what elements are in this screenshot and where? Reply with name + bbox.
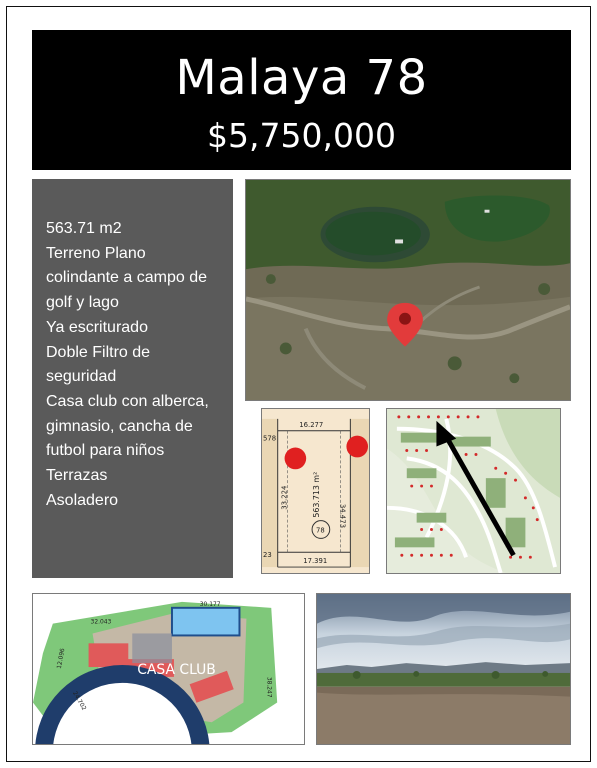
clubhouse-label: CASA CLUB xyxy=(137,661,216,678)
satellite-map-graphic xyxy=(246,180,570,400)
description-line: Ya escriturado xyxy=(46,318,148,336)
subdivision-map-image xyxy=(386,408,561,574)
listing-price: $5,750,000 xyxy=(207,116,396,155)
lot-plan-graphic xyxy=(262,409,369,573)
landscape-photo xyxy=(316,593,571,745)
lot-left-dim: 33.224 xyxy=(280,485,289,510)
description-line: futbol para niños xyxy=(46,442,165,460)
clubhouse-dim-left: 12.096 xyxy=(55,647,67,670)
description-line: Asoladero xyxy=(46,491,119,509)
clubhouse-dim-right: 38.247 xyxy=(265,676,273,698)
lot-area: 563.713 m² xyxy=(311,471,321,518)
clubhouse-plan-image xyxy=(32,593,305,745)
description-panel xyxy=(32,179,233,578)
clubhouse-dim-left2: 24.702 xyxy=(70,690,88,712)
clubhouse-plan-graphic xyxy=(33,594,304,744)
description-line: colindante a campo de xyxy=(46,269,207,287)
lot-marker-dot xyxy=(285,448,307,470)
lot-right-dim: 34.473 xyxy=(338,503,347,528)
satellite-photo xyxy=(245,179,571,401)
description-line: Casa club con alberca, xyxy=(46,392,209,410)
lot-plan-image xyxy=(261,408,370,574)
listing-title: Malaya 78 xyxy=(175,50,428,106)
lot-bottom-dim: 17.391 xyxy=(303,557,328,566)
neighbor-marker-dot xyxy=(346,436,368,458)
description-line: golf y lago xyxy=(46,294,119,312)
listing-header xyxy=(32,30,571,170)
clubhouse-dim-top: 32.043 xyxy=(90,618,112,626)
description-line: Doble Filtro de xyxy=(46,343,151,361)
landscape-graphic xyxy=(317,594,570,744)
lot-bottom-left-label: 23 xyxy=(262,551,272,560)
description-line: 563.71 m2 xyxy=(46,220,122,237)
clubhouse-dim-right-top: 30.177 xyxy=(199,600,221,608)
description-line: seguridad xyxy=(46,368,117,386)
description-line: gimnasio, cancha de xyxy=(46,417,193,435)
description-line: Terreno Plano xyxy=(46,244,146,262)
description-line: Terrazas xyxy=(46,467,108,485)
subdivision-map-graphic xyxy=(387,409,560,573)
lot-top-dim: 16.277 xyxy=(299,420,324,429)
lot-number: 78 xyxy=(315,526,325,535)
lot-neighbor-label: 578 xyxy=(262,434,277,443)
